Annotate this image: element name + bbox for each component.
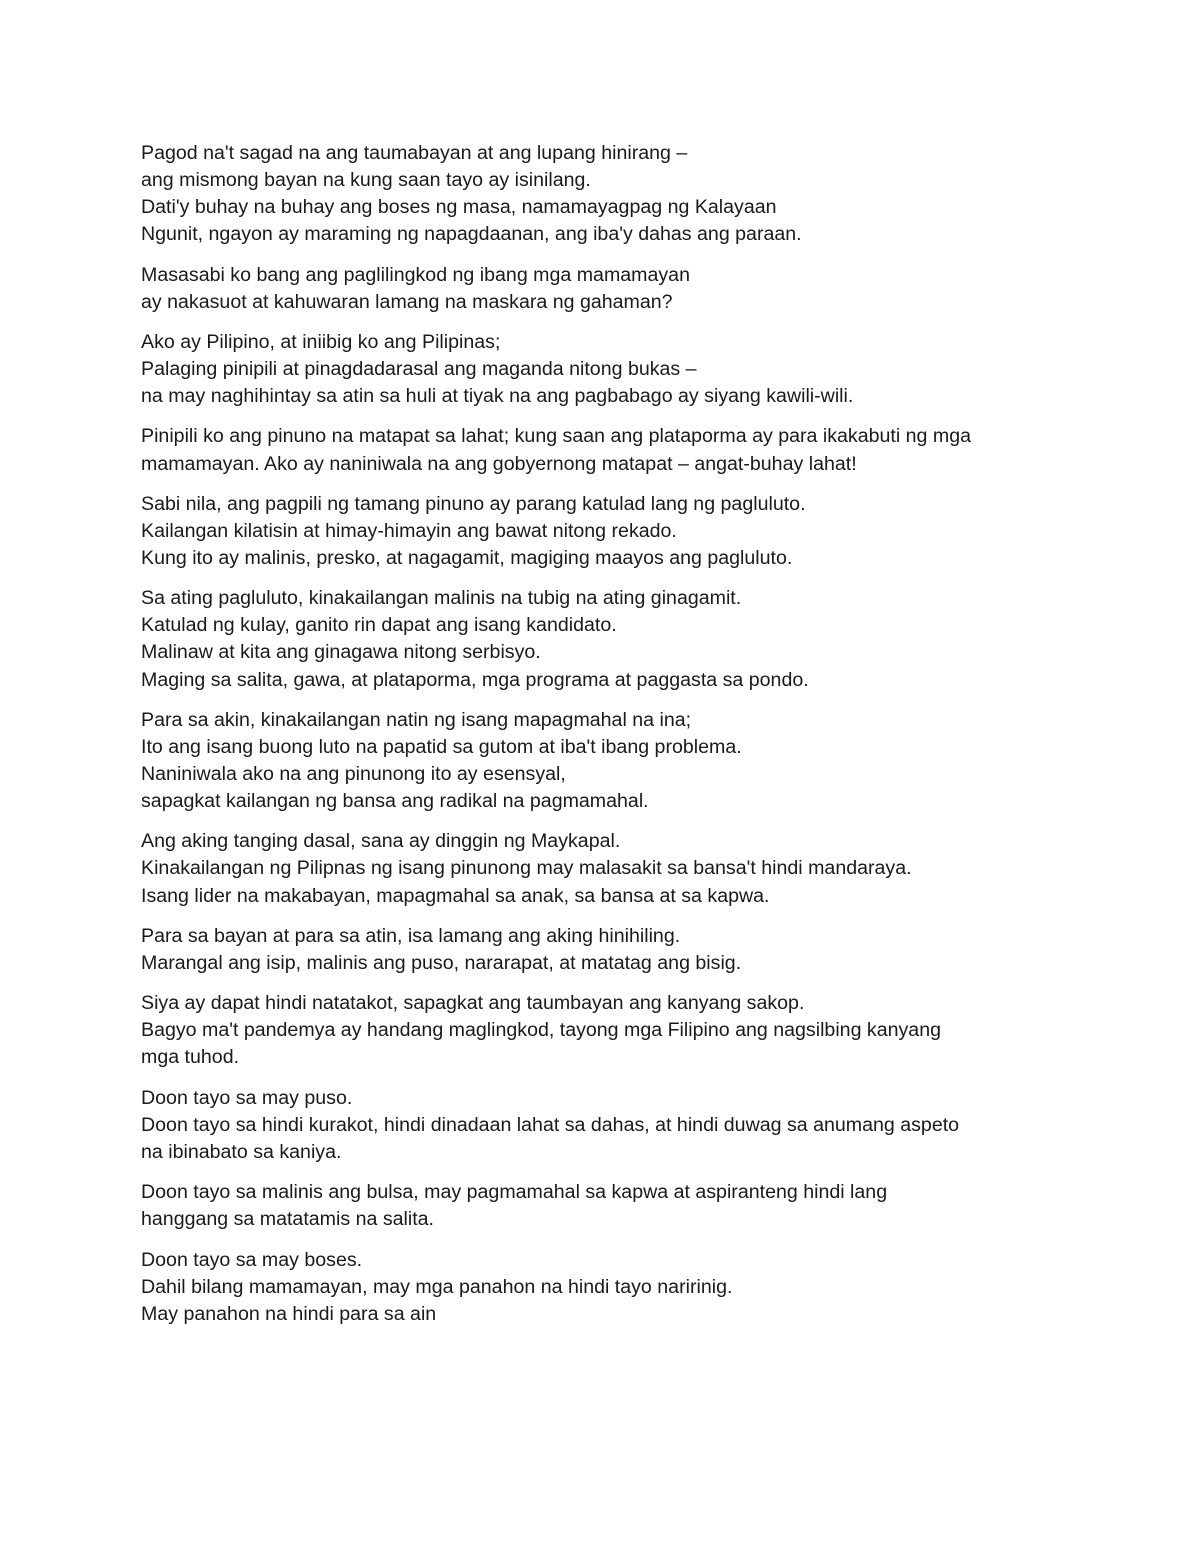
stanza (141, 990, 1071, 1071)
poem-line: Doon tayo sa may puso. (141, 1086, 353, 1109)
poem-line: Marangal ang isip, malinis ang puso, nararapat, at matatag ang bisig. (141, 951, 742, 974)
poem-line: Sa ating pagluluto, kinakailangan malinis na tubig na ating ginagamit. (141, 587, 742, 610)
poem-line: ay nakasuot at kahuwaran lamang na maskara ng gahaman? (141, 290, 673, 313)
poem-line: Palaging pinipili at pinagdadarasal ang maganda nitong bukas – (141, 358, 697, 381)
poem-line: Pagod na't sagad na ang taumabayan at ang lupang hinirang – (141, 142, 688, 164)
poem-line: Dati'y buhay na buhay ang boses ng masa, namamayagpag ng Kalayaan (141, 196, 777, 219)
poem-line: Siya ay dapat hindi natatakot, sapagkat ang taumbayan ang kanyang sakop. (141, 992, 805, 1015)
poem-line: ang mismong bayan na kung saan tayo ay isinilang. (141, 169, 591, 192)
poem-line: mga tuhod. (141, 1046, 240, 1069)
poem-line: Doon tayo sa malinis ang bulsa, may pagmamahal sa kapwa at aspiranteng hindi lang (141, 1181, 888, 1204)
poem-line: Naniniwala ako na ang pinunong ito ay esensyal, (141, 763, 566, 785)
poem-line: Doon tayo sa hindi kurakot, hindi dinadaan lahat sa dahas, at hindi duwag sa anumang aspeto (141, 1113, 960, 1136)
poem-line: Sabi nila, ang pagpili ng tamang pinuno ay parang katulad lang ng pagluluto. (141, 492, 806, 515)
stanza (141, 585, 1071, 693)
stanza (141, 828, 1071, 909)
poem-line: Doon tayo sa may boses. (141, 1248, 363, 1271)
stanza (141, 1247, 1071, 1328)
poem-line: Ang aking tanging dasal, sana ay dinggin ng Maykapal. (141, 830, 621, 853)
poem-line: Dahil bilang mamamayan, may mga panahon na hindi tayo naririnig. (141, 1275, 733, 1298)
stanza (141, 707, 1071, 815)
poem-line: Katulad ng kulay, ganito rin dapat ang isang kandidato. (141, 614, 617, 637)
poem-line: Pinipili ko ang pinuno na matapat sa lahat; kung saan ang plataporma ay para ikakabuti ng mga (141, 425, 972, 448)
stanza (141, 491, 1071, 572)
stanza (141, 423, 1071, 477)
stanza (141, 329, 1071, 410)
stanza (141, 1085, 1071, 1166)
poem-line: Isang lider na makabayan, mapagmahal sa anak, sa bansa at sa kapwa. (141, 884, 770, 907)
poem-line: Kung ito ay malinis, presko, at nagagamit, magiging maayos ang pagluluto. (141, 546, 793, 569)
stanza (141, 1179, 1071, 1233)
stanza (141, 140, 1071, 248)
poem-line: Para sa bayan at para sa atin, isa lamang ang aking hinihiling. (141, 924, 681, 947)
poem-line: Para sa akin, kinakailangan natin ng isang mapagmahal na ina; (141, 708, 692, 731)
poem-line: Ngunit, ngayon ay maraming ng napagdaanan, ang iba'y dahas ang paraan. (141, 223, 802, 246)
poem-line: mamamayan. Ako ay naniniwala na ang gobyernong matapat – angat-buhay lahat! (141, 452, 857, 475)
poem-line: Malinaw at kita ang ginagawa nitong serbisyo. (141, 641, 541, 664)
stanza (141, 923, 1071, 977)
poem-line: Ito ang isang buong luto na papatid sa gutom at iba't ibang problema. (141, 735, 742, 758)
poem-line: May panahon na hindi para sa ain (141, 1302, 437, 1325)
poem-line: Maging sa salita, gawa, at plataporma, mga programa at paggasta sa pondo. (141, 668, 809, 691)
poem-line: Ako ay Pilipino, at iniibig ko ang Pilipinas; (141, 330, 501, 353)
poem-line: hanggang sa matatamis na salita. (141, 1208, 434, 1231)
poem-line: Kailangan kilatisin at himay-himayin ang bawat nitong rekado. (141, 519, 677, 542)
poem-line: na ibinabato sa kaniya. (141, 1140, 342, 1163)
poem-line: na may naghihintay sa atin sa huli at tiyak na ang pagbabago ay siyang kawili-wili. (141, 385, 854, 408)
poem-body (141, 140, 1071, 1341)
poem-line: sapagkat kailangan ng bansa ang radikal na pagmamahal. (141, 790, 649, 813)
poem-line: Bagyo ma't pandemya ay handang maglingkod, tayong mga Filipino ang nagsilbing kanyang (141, 1019, 941, 1042)
poem-line: Kinakailangan ng Pilipnas ng isang pinunong may malasakit sa bansa't hindi mandaraya. (141, 857, 912, 880)
stanza (141, 262, 1071, 316)
poem-line: Masasabi ko bang ang paglilingkod ng ibang mga mamamayan (141, 263, 690, 286)
